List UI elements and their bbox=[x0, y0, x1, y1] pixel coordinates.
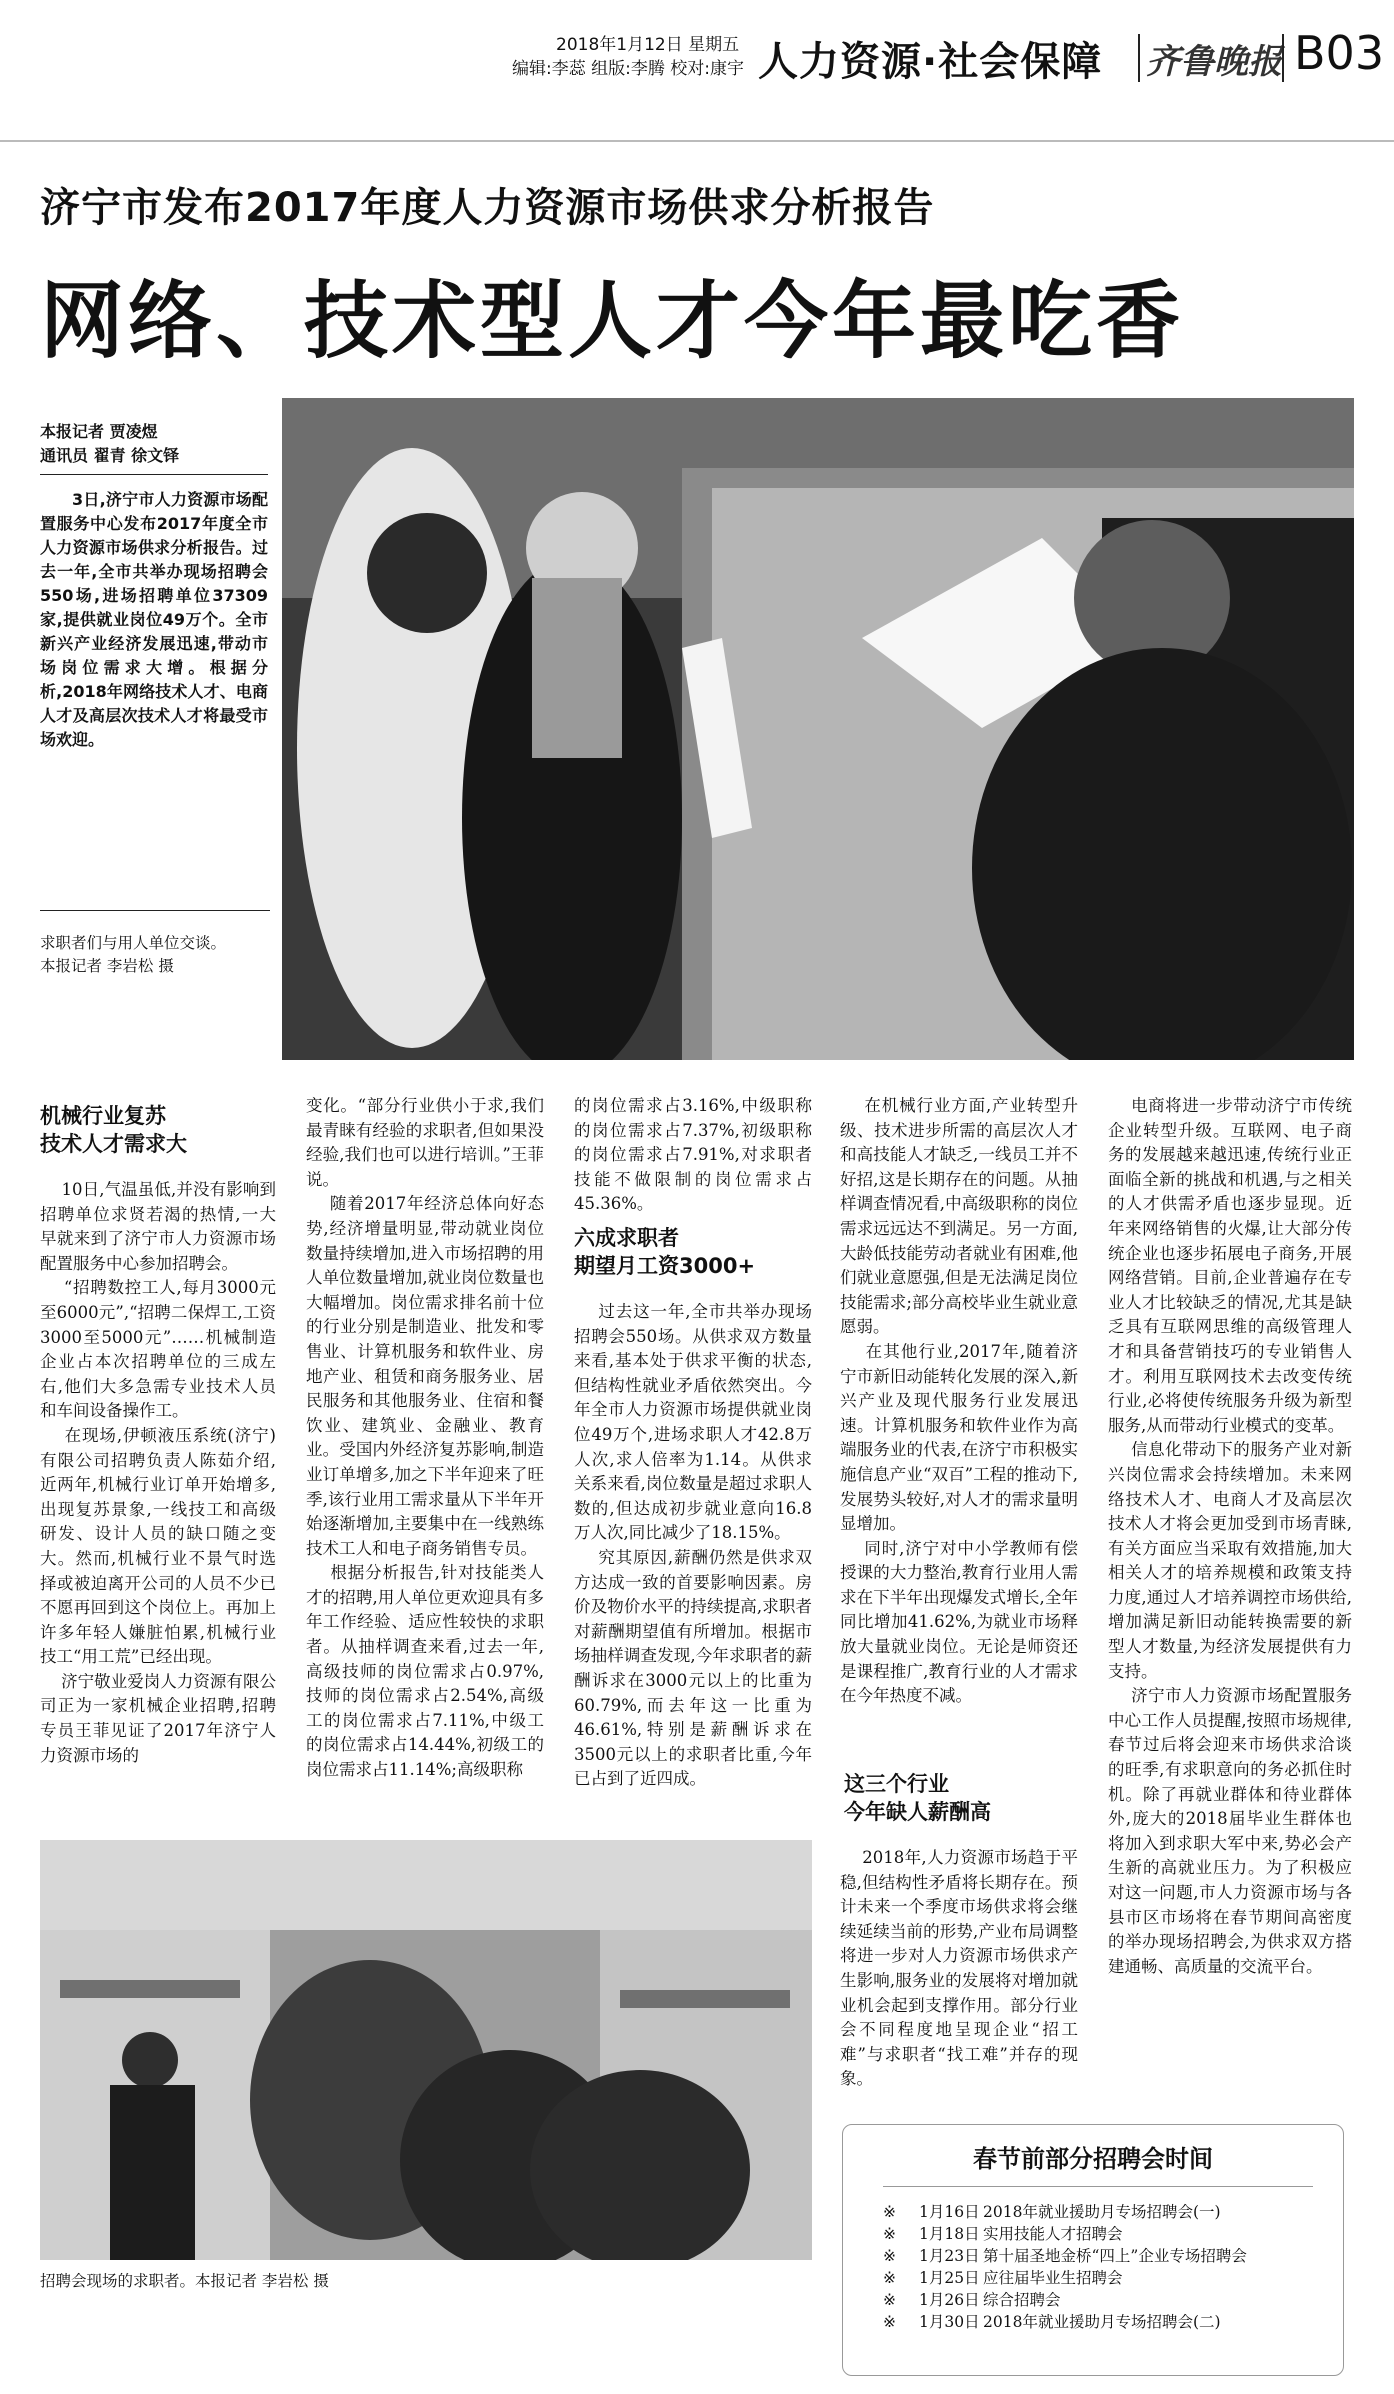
byline-correspondents: 通讯员 翟青 徐文铎 bbox=[40, 446, 180, 465]
column-5-body: 电商将进一步带动济宁市传统企业转型升级。互联网、电子商务的发展越来越迅速,传统行业正面临全新的挑战和机遇,与之相关的人才供需矛盾也逐步显现。近年来网络销售的火爆,让大部分传统企业也逐步拓展电子商务,开展网络营销。目前,企业普遍存在专业人才比较缺乏的情况,尤其是缺乏具有互联网思维的高级管理人才和具备营销技巧的专业销售人才。利用互联网技术去改变传统行业,必将使传统服务升级为新型服务,从而带动行业模式的变革。 信息化带动下的服务产业对新兴岗位需求会持续增加。未来网络技术人才、电商人才及高层次技术人才将会更加受到市场青睐,有关方面应当采取有效措施,加大相关人才的培养规模和政策支持力度,通过人才培养调控市场供给,增加满足新旧动能转换需要的新型人才数量,为经济发展提供有力支持。 济宁市人力资源市场配置服务中心工作人员提醒,按照市场规律,春节过后将会迎来市场供求洽谈的旺季,有求职意向的务必抓住时机。除了再就业群体和待业群体外,庞大的2018届毕业生群体也将加入到求职大军中来,势必会产生新的高就业压力。为了积极应对这一问题,市人力资源市场与各县市区市场将在春节期间高密度的举办现场招聘会,为供求双方搭建通畅、高质量的交流平台。 bbox=[1108, 1096, 1352, 1976]
photo-job-fair-crowd bbox=[40, 1840, 812, 2260]
row-date: 1月23日 bbox=[919, 2247, 980, 2265]
row-date: 1月16日 bbox=[919, 2203, 980, 2221]
row-marker: ※ bbox=[883, 2225, 896, 2243]
row-date: 1月26日 bbox=[919, 2291, 980, 2309]
job-fair-title: 春节前部分招聘会时间 bbox=[973, 2145, 1213, 2173]
job-fair-row bbox=[883, 2223, 1343, 2245]
row-marker: ※ bbox=[883, 2269, 896, 2287]
page-number: B03 bbox=[1294, 26, 1385, 80]
photo-illustration bbox=[282, 398, 1354, 1060]
sub-headline: 济宁市发布2017年度人力资源市场供求分析报告 bbox=[40, 185, 935, 231]
row-date: 1月25日 bbox=[919, 2269, 980, 2287]
byline-reporter: 本报记者 贾凌煜 bbox=[40, 422, 158, 441]
header-rule bbox=[0, 140, 1394, 142]
column-4-body-2: 2018年,人力资源市场趋于平稳,但结构性矛盾将长期存在。预计未来一个季度市场供求将会继续延续当前的形势,产业布局调整将进一步对人力资源市场供求产生影响,服务业的发展将对增加就业机会起到支撑作用。部分行业会不同程度地呈现企业“招工难”与求职者“找工难”并存的现象。 bbox=[840, 1848, 1078, 2089]
section-heading-industries bbox=[844, 1770, 1084, 1826]
section-heading-machinery bbox=[40, 1102, 280, 1158]
row-marker: ※ bbox=[883, 2313, 896, 2331]
column-3-body: 过去这一年,全市共举办现场招聘会550场。从供求双方数量来看,基本处于供求平衡的状态,但结构性就业矛盾依然突出。今年全市人力资源市场提供就业岗位49万个,进场求职人才42.8万人次,求人倍率为1.14。从供求关系来看,岗位数量是超过求职人数的,但达成初步就业意向16.8万人次,同比减少了18.15%。 究其原因,薪酬仍然是供求双方达成一致的首要影响因素。房价及物价水平的持续提高,求职者对薪酬期望值有所增加。根据市场抽样调查发现,今年求职者的薪酬诉求在3000元以上的比重为60.79%,而去年这一比重为46.61%,特别是薪酬诉求在3500元以上的求职者比重,今年已占到了近四成。 bbox=[574, 1302, 812, 1789]
photo1-caption-credit: 本报记者 李岩松 摄 bbox=[40, 957, 174, 975]
column-1-body: 10日,气温虽低,并没有影响到招聘单位求贤若渴的热情,一大早就来到了济宁市人力资源市场配置服务中心参加招聘会。 “招聘数控工人,每月3000元至6000元”,“招聘二保焊工,工资3000至5000元”……机械制造企业占本次招聘单位的三成左右,他们大多急需专业技术人员和车间设备操作工。 在现场,伊顿液压系统(济宁)有限公司招聘负责人陈茹介绍,近两年,机械行业订单开始增多,出现复苏景象,一线技工和高级研发、设计人员的缺口随之变大。然而,机械行业不景气时选择或被迫离开公司的人员不少已不愿再回到这个岗位上。再加上许多年轻人嫌脏怕累,机械行业技工“用工荒”已经出现。 济宁敬业爱岗人力资源有限公司正为一家机械企业招聘,招聘专员王菲见证了2017年济宁人力资源市场的 bbox=[40, 1180, 276, 1765]
photo-illustration bbox=[40, 1840, 812, 2260]
job-fair-rule bbox=[883, 2186, 1313, 2187]
section-title: 人力资源·社会保障 bbox=[758, 39, 1103, 85]
byline-rule bbox=[40, 474, 268, 475]
job-fair-row bbox=[883, 2267, 1343, 2289]
section-heading-salary bbox=[574, 1224, 814, 1280]
photo-jobseekers-talking bbox=[282, 398, 1354, 1060]
masthead-divider-2 bbox=[1282, 34, 1284, 82]
job-fair-row bbox=[883, 2311, 1343, 2333]
column-3-body-top: 的岗位需求占3.16%,中级职称的岗位需求占7.37%,初级职称的岗位需求占7.91%,对求职者技能不做限制的岗位需求占45.36%。 bbox=[574, 1096, 812, 1214]
column-2-body: 变化。“部分行业供小于求,我们最青睐有经验的求职者,但如果没经验,我们也可以进行培训。”王菲说。 随着2017年经济总体向好态势,经济增量明显,带动就业岗位数量持续增加,进入市场招聘的用人单位数量增加,就业岗位数量也大幅增加。岗位需求排名前十位的行业分别是制造业、批发和零售业、计算机服务和软件业、房地产业、租赁和商务服务业、居民服务和其他服务业、住宿和餐饮业、建筑业、金融业、教育业。受国内外经济复苏影响,制造业订单增多,加之下半年迎来了旺季,该行业用工需求量从下半年开始逐渐增加,主要集中在一线熟练技术工人和电子商务销售专员。 根据分析报告,针对技能类人才的招聘,用人单位更欢迎具有多年工作经验、适应性较快的求职者。从抽样调查来看,过去一年,高级技师的岗位需求占0.97%,技师的岗位需求占2.54%,高级工的岗位需求占7.11%,中级工的岗位需求占14.44%,初级工的岗位需求占11.14%;高级职称 bbox=[306, 1096, 544, 1780]
photo2-caption: 招聘会现场的求职者。本报记者 李岩松 摄 bbox=[40, 2272, 329, 2290]
row-marker: ※ bbox=[883, 2291, 896, 2309]
column-4-body: 在机械行业方面,产业转型升级、技术进步所需的高层次人才和高技能人才缺乏,一线员工并不好招,这是长期存在的问题。从抽样调查情况看,中高级职称的岗位需求远远达不到满足。另一方面,大龄低技能劳动者就业有困难,他们就业意愿强,但是无法满足岗位技能需求;部分高校毕业生就业意愿弱。 在其他行业,2017年,随着济宁市新旧动能转化发展的深入,新兴产业及现代服务行业发展迅速。计算机服务和软件业作为高端服务业的代表,在济宁市积极实施信息产业“双百”工程的推动下,发展势头较好,对人才的需求量明显增加。 同时,济宁对中小学教师有偿授课的大力整治,教育行业用人需求在下半年出现爆发式增长,全年同比增加41.62%,为就业市场释放大量就业岗位。无论是师资还是课程推广,教育行业的人才需求在今年热度不减。 bbox=[840, 1096, 1078, 1706]
row-event: 应往届毕业生招聘会 bbox=[983, 2269, 1123, 2287]
section-heading-line-2: 技术人才需求大 bbox=[40, 1132, 187, 1156]
job-fair-list bbox=[883, 2201, 1343, 2333]
editor-line: 编辑:李蕊 组版:李腾 校对:康宇 bbox=[512, 59, 744, 79]
job-fair-row bbox=[883, 2245, 1343, 2267]
section-heading-line-1: 机械行业复苏 bbox=[40, 1104, 166, 1128]
section-heading-line-2: 今年缺人薪酬高 bbox=[844, 1800, 991, 1824]
lead-paragraph: 3日,济宁市人力资源市场配置服务中心发布2017年度全市人力资源市场供求分析报告。过去一年,全市共举办现场招聘会550场,进场招聘单位37309家,提供就业岗位49万个。全市新兴产业经济发展迅速,带动市场岗位需求大增。根据分析,2018年网络技术人才、电商人才及高层次技术人才将最受市场欢迎。 bbox=[40, 490, 268, 749]
row-marker: ※ bbox=[883, 2203, 896, 2221]
job-fair-row bbox=[883, 2201, 1343, 2223]
row-marker: ※ bbox=[883, 2247, 896, 2265]
caption-rule bbox=[40, 910, 270, 911]
photo1-caption bbox=[40, 932, 270, 978]
row-event: 2018年就业援助月专场招聘会(一) bbox=[983, 2203, 1221, 2221]
photo1-caption-text: 求职者们与用人单位交谈。 bbox=[40, 934, 227, 952]
masthead-divider bbox=[1138, 34, 1140, 82]
row-event: 第十届圣地金桥“四上”企业专场招聘会 bbox=[983, 2247, 1247, 2265]
issue-date: 2018年1月12日 星期五 bbox=[556, 35, 740, 55]
newspaper-logo: 齐鲁晚报 bbox=[1146, 42, 1282, 82]
job-fair-schedule-box bbox=[842, 2124, 1344, 2376]
section-heading-line-2: 期望月工资3000+ bbox=[574, 1254, 756, 1278]
section-heading-line-1: 这三个行业 bbox=[844, 1772, 949, 1796]
job-fair-row bbox=[883, 2289, 1343, 2311]
section-heading-line-1: 六成求职者 bbox=[574, 1226, 679, 1250]
row-date: 1月30日 bbox=[919, 2313, 980, 2331]
row-event: 实用技能人才招聘会 bbox=[983, 2225, 1123, 2243]
row-event: 综合招聘会 bbox=[983, 2291, 1061, 2309]
main-headline: 网络、技术型人才今年最吃香 bbox=[40, 272, 1185, 370]
byline bbox=[40, 420, 260, 468]
row-date: 1月18日 bbox=[919, 2225, 980, 2243]
row-event: 2018年就业援助月专场招聘会(二) bbox=[983, 2313, 1221, 2331]
